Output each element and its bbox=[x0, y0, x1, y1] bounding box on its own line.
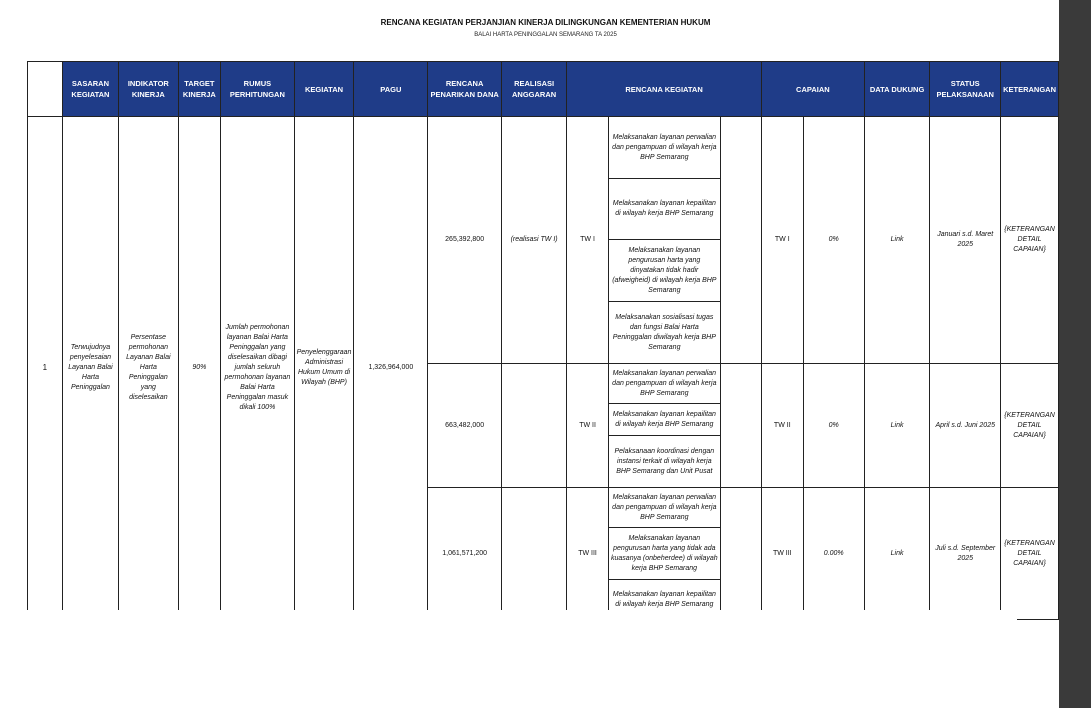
header-rencana-penarikan: RENCANA PENARIKAN DANA bbox=[428, 62, 502, 117]
data-dukung-link-tw1[interactable]: Link bbox=[864, 117, 930, 364]
header-target: TARGET KINERJA bbox=[178, 62, 221, 117]
rencana-dana-tw3: 1,061,571,200 bbox=[428, 488, 502, 620]
capaian-tw-tw3: TW III bbox=[761, 488, 803, 620]
header-realisasi: REALISASI ANGGARAN bbox=[502, 62, 567, 117]
sasaran-cell: Terwujudnya penyelesaian Layanan Balai Harta Peninggalan bbox=[62, 117, 118, 620]
data-dukung-link-tw3[interactable]: Link bbox=[864, 488, 930, 620]
header-keterangan: KETERANGAN bbox=[1001, 62, 1059, 117]
rencana-kegiatan-table bbox=[27, 61, 1059, 620]
header-sasaran: SASARAN KEGIATAN bbox=[62, 62, 118, 117]
activity-item: Melaksanakan layanan kepailitan di wilayah kerja BHP Semarang bbox=[608, 580, 720, 620]
header-status: STATUS PELAKSANAAN bbox=[930, 62, 1001, 117]
kegiatan-cell: Penyelenggaraan Administrasi Hukum Umum di Wilayah (BHP) bbox=[294, 117, 354, 620]
realisasi-tw3 bbox=[502, 488, 567, 620]
activity-item: Melaksanakan layanan pengurusan harta yang dinyatakan tidak hadir (afweigheid) di wilayah kerja BHP Semarang bbox=[608, 240, 720, 302]
keterangan-tw3: {KETERANGAN DETAIL CAPAIAN} bbox=[1001, 488, 1059, 620]
realisasi-tw2 bbox=[502, 364, 567, 488]
keterangan-tw1: {KETERANGAN DETAIL CAPAIAN} bbox=[1001, 117, 1059, 364]
header-data-dukung: DATA DUKUNG bbox=[864, 62, 930, 117]
target-cell: 90% bbox=[178, 117, 221, 620]
rencana-dana-tw1: 265,392,800 bbox=[428, 117, 502, 364]
activity-item: Melaksanakan layanan perwalian dan pengampuan di wilayah kerja BHP Semarang bbox=[608, 364, 720, 404]
activity-item: Melaksanakan layanan kepailitan di wilayah kerja BHP Semarang bbox=[608, 404, 720, 436]
header-kegiatan: KEGIATAN bbox=[294, 62, 354, 117]
activity-spacer bbox=[720, 364, 761, 488]
status-tw1: Januari s.d. Maret 2025 bbox=[930, 117, 1001, 364]
capaian-value-tw3: 0.00% bbox=[803, 488, 864, 620]
activity-item: Melaksanakan sosialisasi tugas dan fungsi Balai Harta Peninggalan diwilayah kerja BHP Semarang bbox=[608, 302, 720, 364]
document-subtitle: BALAI HARTA PENINGGALAN SEMARANG TA 2025 bbox=[474, 32, 617, 38]
document-title: RENCANA KEGIATAN PERJANJIAN KINERJA DILINGKUNGAN KEMENTERIAN HUKUM bbox=[380, 18, 711, 27]
header-row bbox=[28, 62, 1059, 117]
header-indikator: INDIKATOR KINERJA bbox=[119, 62, 178, 117]
data-dukung-link-tw2[interactable]: Link bbox=[864, 364, 930, 488]
indikator-cell: Persentase permohonan Layanan Balai Harta Peninggalan yang diselesaikan bbox=[119, 117, 178, 620]
rencana-dana-tw2: 663,482,000 bbox=[428, 364, 502, 488]
header-rencana-kegiatan: RENCANA KEGIATAN bbox=[567, 62, 762, 117]
activity-item: Melaksanakan layanan kepailitan di wilayah kerja BHP Semarang bbox=[608, 179, 720, 240]
rumus-cell: Jumlah permohonan layanan Balai Harta Peninggalan yang diselesaikan dibagi jumlah seluruh permohonan layanan Balai Harta Peninggalan masuk dikali 100% bbox=[221, 117, 294, 620]
capaian-tw-tw2: TW II bbox=[761, 364, 803, 488]
realisasi-tw1: (realisasi TW I) bbox=[502, 117, 567, 364]
activity-spacer bbox=[720, 488, 761, 620]
activity-item: Melaksanakan layanan perwalian dan pengampuan di wilayah kerja BHP Semarang bbox=[608, 488, 720, 528]
tw-label-tw1: TW I bbox=[567, 117, 609, 364]
table-row bbox=[28, 117, 1059, 179]
header-pagu: PAGU bbox=[354, 62, 428, 117]
keterangan-tw2: {KETERANGAN DETAIL CAPAIAN} bbox=[1001, 364, 1059, 488]
status-tw2: April s.d. Juni 2025 bbox=[930, 364, 1001, 488]
pagu-cell: 1,326,964,000 bbox=[354, 117, 428, 620]
capaian-value-tw2: 0% bbox=[803, 364, 864, 488]
activity-item: Pelaksanaan koordinasi dengan instansi terkait di wilayah kerja BHP Semarang dan Unit Pusat bbox=[608, 436, 720, 488]
capaian-value-tw1: 0% bbox=[803, 117, 864, 364]
tw-label-tw3: TW III bbox=[567, 488, 609, 620]
page-cutoff bbox=[27, 610, 1017, 708]
activity-item: Melaksanakan layanan pengurusan harta yang tidak ada kuasanya (onbeherdee) di wilayah kerja BHP Semarang bbox=[608, 528, 720, 580]
header-rumus: RUMUS PERHITUNGAN bbox=[221, 62, 294, 117]
tw-label-tw2: TW II bbox=[567, 364, 609, 488]
capaian-tw-tw1: TW I bbox=[761, 117, 803, 364]
header-no bbox=[28, 62, 63, 117]
row-number: 1 bbox=[28, 117, 63, 620]
activity-item: Melaksanakan layanan perwalian dan pengampuan di wilayah kerja BHP Semarang bbox=[608, 117, 720, 179]
header-capaian: CAPAIAN bbox=[761, 62, 864, 117]
activity-spacer bbox=[720, 117, 761, 364]
status-tw3: Juli s.d. September 2025 bbox=[930, 488, 1001, 620]
